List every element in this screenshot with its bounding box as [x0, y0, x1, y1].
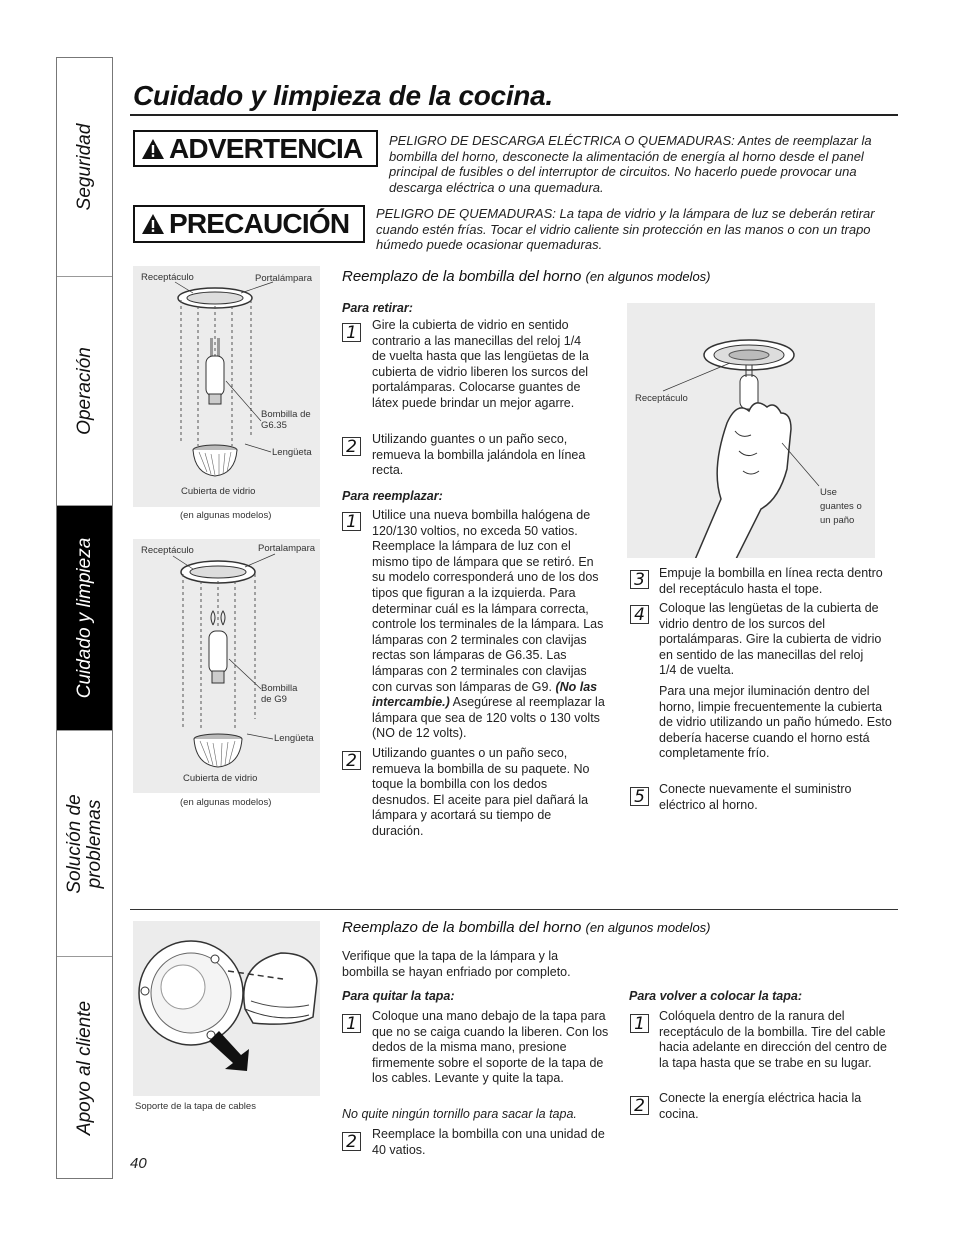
section-divider	[130, 909, 898, 910]
precaucion-label: PRECAUCIÓN	[169, 208, 350, 239]
warning-triangle-icon	[141, 213, 165, 235]
fig3-receptaculo-label: Receptáculo	[635, 393, 688, 404]
step-number: 1	[342, 512, 361, 531]
bulb-g635-drawing	[133, 266, 320, 507]
tab-seguridad-label: Seguridad	[73, 123, 95, 211]
fig2-caption: (en algunas modelos)	[180, 797, 272, 808]
cleaning-note: Para una mejor iluminación dentro del horno, limpie frecuentemente la cubierta de vidrio utilizando un paño húmedo. Esto debería hacerse cuando el horno está completamente frío.	[659, 684, 892, 761]
step-text: Colóquela dentro de la ranura del receptáculo de la bombilla. Tire del cable hacia adelante en dirección del centro de la tapa hasta que se trabe en su lugar.	[659, 1009, 887, 1070]
section2-heading-sub: (en algunos modelos)	[585, 920, 711, 935]
fig1-portalamparas-label: Portalámpara	[255, 273, 313, 284]
fig1-caption: (en algunas modelos)	[180, 510, 272, 521]
step-number: 1	[630, 1014, 649, 1033]
volver-label: Para volver a colocar la tapa:	[629, 989, 803, 1003]
fig1-cubierta-label: Cubierta de vidrio	[181, 486, 256, 497]
step-number: 5	[630, 787, 649, 806]
fig1-lenguete-label: Lengüeta	[272, 447, 312, 458]
advertencia-label: ADVERTENCIA	[169, 132, 363, 164]
fig1-receptaculo-label: Receptáculo	[141, 272, 194, 283]
step-number: 2	[342, 1132, 361, 1151]
figure-bulb-g9	[133, 539, 320, 793]
tab-seguridad[interactable]	[57, 58, 112, 277]
section2-intro: Verifique que la tapa de la lámpara y la bombilla se hayan enfriado por completo.	[342, 949, 571, 979]
fig3-guantes-label: Use guantes o un paño	[820, 487, 862, 526]
precaucion-box	[133, 205, 365, 243]
section1-heading-text: Reemplazo de la bombilla del horno	[342, 268, 582, 285]
reemplazar-step1-bold: (No las intercambie.)	[372, 679, 598, 710]
step-text: Coloque las lengüetas de la cubierta de vidrio dentro de los surcos del portalámparas. Gire la cubierta de vidrio en sentido de las manecillas del reloj 1/4 de vuelta.	[659, 601, 882, 678]
step-text: Coloque una mano debajo de la tapa para que no se caiga cuando la liberen. Con los dedos de la misma mano, presione firmemente sobre el soporte de la tapa de los cables. Levante y quite la tapa.	[372, 1009, 609, 1086]
section2-heading	[342, 919, 711, 936]
reemplazar-step1-text-b: Asegúrese al reemplazar la lámpara que sea de 120 volts o 130 volts (NO de 12 volts).	[372, 695, 605, 741]
fig1-bombilla-label: Bombilla de G6.35	[261, 409, 311, 431]
tab-apoyo-al-cliente[interactable]	[57, 957, 112, 1178]
tab-solucion-de-problemas[interactable]	[57, 731, 112, 957]
fig2-lenguete-label: Lengüeta	[274, 733, 314, 744]
fig2-receptaculo-label: Receptáculo	[141, 545, 194, 556]
advertencia-box	[133, 130, 378, 167]
page-title: Cuidado y limpieza de la cocina.	[133, 80, 553, 111]
title-rule	[130, 114, 898, 116]
tab-operacion[interactable]	[57, 277, 112, 506]
step-number: 2	[342, 751, 361, 770]
figure-lamp-cover	[133, 921, 320, 1096]
step-text: Utilizando guantes o un paño seco, remueva la bombilla jalándola en línea recta.	[372, 432, 586, 478]
side-nav	[56, 57, 113, 1179]
step-text: Reemplace la bombilla con una unidad de 40 vatios.	[372, 1127, 605, 1157]
tab-cuidado-y-limpieza[interactable]	[57, 506, 112, 731]
fig4-caption: Soporte de la tapa de cables	[135, 1101, 256, 1112]
reemplazar-label: Para reemplazar:	[342, 489, 443, 503]
step-number: 3	[630, 570, 649, 589]
step-number: 2	[630, 1096, 649, 1115]
page-number: 40	[130, 1155, 147, 1172]
reemplazar-step1-text-a: Utilice una nueva bombilla halógena de 120/130 voltios, no exceda 50 vatios. Reemplace la lámpara de luz con el mismo tipo de lámpara que se retiró. En su modelo corresponderá uno de los dos tipos que figuran a la izquierda. Para determinar cuál es la lámpara correcta, controle los terminales de la lámpara. Las lámparas con 2 terminales con clavijas rectas son lámparas de G6.35. Las lámparas con 2 terminales con clavijas con curvas son lámparas de G9.	[372, 508, 604, 694]
tab-apoyo-label: Apoyo al cliente	[73, 1000, 95, 1135]
step-number: 1	[342, 323, 361, 342]
section2-heading-text: Reemplazo de la bombilla del horno	[342, 919, 582, 936]
tab-solucion-label: Solución de problemas	[63, 793, 105, 894]
fig2-bombilla-label: Bombilla de G9	[261, 683, 298, 705]
tab-cuidado-label: Cuidado y limpieza	[73, 537, 95, 699]
step-text: Gire la cubierta de vidrio en sentido contrario a las manecillas del reloj 1/4 de vuelta hasta que las lengüetas de la cubierta de vidrio liberen los surcos del portalámparas. Colocarse guantes de látex puede brindar un mejor agarre.	[372, 318, 589, 410]
bulb-g9-drawing	[133, 539, 320, 793]
step-text: Conecte nuevamente el suministro eléctrico al horno.	[659, 782, 852, 812]
quitar-label: Para quitar la tapa:	[342, 989, 455, 1003]
tab-operacion-label: Operación	[73, 347, 95, 435]
step-number: 1	[342, 1014, 361, 1033]
figure-bulb-g635	[133, 266, 320, 507]
step-text	[372, 508, 610, 742]
step-text: Conecte la energía eléctrica hacia la cocina.	[659, 1091, 862, 1121]
retirar-label: Para retirar:	[342, 301, 413, 315]
step-number: 2	[342, 437, 361, 456]
precaucion-text: PELIGRO DE QUEMADURAS: La tapa de vidrio y la lámpara de luz se deberán retirar cuando estén frías. Tocar el vidrio caliente sin protección en las manos o con un trapo húmedo puede ocasionar quemaduras.	[376, 206, 875, 252]
fig2-portalamparas-label: Portalampara	[258, 543, 316, 554]
warning-triangle-icon	[141, 138, 165, 160]
step-text: Utilizando guantes o un paño seco, remueva la bombilla de su paquete. No toque la bombilla con los dedos desnudos. El aceite para piel dañará la lámpara y acortará su tiempo de duración.	[372, 746, 590, 838]
section1-heading	[342, 268, 711, 285]
advertencia-text: PELIGRO DE DESCARGA ELÉCTRICA O QUEMADURAS: Antes de reemplazar la bombilla del horno, desconecte la alimentación de energía al horno desde el panel principal de fusibles o del interruptor de circuitos. No hacerlo puede provocar una descarga eléctrica o una quemadura.	[389, 133, 872, 195]
lamp-cover-drawing	[133, 921, 320, 1096]
fig2-cubierta-label: Cubierta de vidrio	[183, 773, 258, 784]
quitar-note: No quite ningún tornillo para sacar la tapa.	[342, 1107, 577, 1121]
step-number: 4	[630, 605, 649, 624]
figure-hand-bulb	[627, 303, 875, 558]
section1-heading-sub: (en algunos modelos)	[585, 269, 711, 284]
step-text: Empuje la bombilla en línea recta dentro del receptáculo hasta el tope.	[659, 566, 883, 596]
